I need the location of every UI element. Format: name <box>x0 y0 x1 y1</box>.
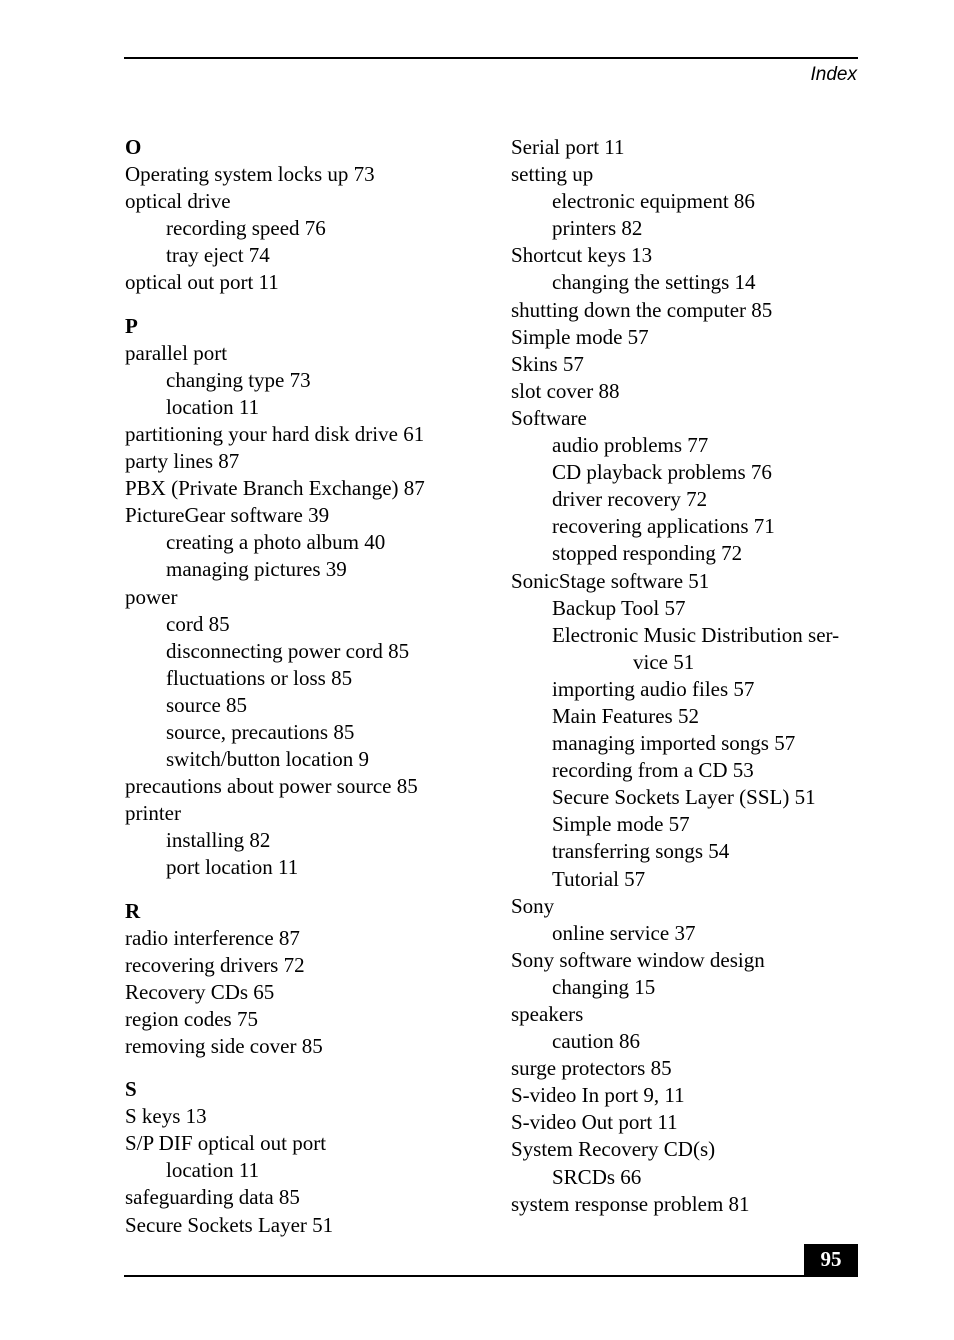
index-subentry: Secure Sockets Layer (SSL) 51 <box>552 785 816 810</box>
index-column-left <box>125 134 505 1239</box>
index-entry: surge protectors 85 <box>511 1056 672 1081</box>
index-entry: PictureGear software 39 <box>125 503 330 528</box>
index-subentry: driver recovery 72 <box>552 487 708 512</box>
index-subentry: cord 85 <box>166 611 230 636</box>
index-subentry: fluctuations or loss 85 <box>166 665 353 690</box>
index-entry: Sony software window design <box>511 947 765 972</box>
index-subentry: changing type 73 <box>166 367 311 392</box>
index-subentry: managing pictures 39 <box>166 557 347 582</box>
index-entry: slot cover 88 <box>511 378 620 403</box>
index-subentry: transferring songs 54 <box>552 839 730 864</box>
index-entry: radio interference 87 <box>125 925 300 950</box>
index-subentry: Tutorial 57 <box>552 866 646 891</box>
index-entry: Sony <box>511 893 555 918</box>
index-subentry: Simple mode 57 <box>552 812 690 837</box>
index-entry: printer <box>125 801 181 826</box>
index-entry: optical out port 11 <box>125 270 279 295</box>
index-subentry: changing the settings 14 <box>552 270 756 295</box>
index-letter-o: O <box>125 135 142 159</box>
index-subentry: stopped responding 72 <box>552 541 743 566</box>
footer-rule <box>124 1275 858 1277</box>
index-entry: Software <box>511 405 587 430</box>
index-subentry: Main Features 52 <box>552 703 699 728</box>
index-subentry: tray eject 74 <box>166 243 270 268</box>
index-subentry: recording from a CD 53 <box>552 758 754 783</box>
index-subentry: recording speed 76 <box>166 216 326 241</box>
index-entry: System Recovery CD(s) <box>511 1137 716 1162</box>
index-entry: S/P DIF optical out port <box>125 1131 327 1156</box>
index-entry: parallel port <box>125 340 228 365</box>
index-subentry: electronic equipment 86 <box>552 189 755 214</box>
index-entry: Serial port 11 <box>511 135 625 159</box>
index-subentry: changing 15 <box>552 974 656 999</box>
index-entry: shutting down the computer 85 <box>511 297 773 322</box>
index-subentry: source 85 <box>166 692 248 717</box>
index-entry: system response problem 81 <box>511 1191 750 1216</box>
index-letter-r: R <box>125 898 141 923</box>
index-entry: PBX (Private Branch Exchange) 87 <box>125 476 425 501</box>
index-entry: power <box>125 584 178 609</box>
index-subentry: importing audio files 57 <box>552 676 755 701</box>
index-subentry: Electronic Music Distribution ser- <box>552 622 840 647</box>
index-subentry: online service 37 <box>552 920 696 945</box>
index-subentry: location 11 <box>166 1158 260 1183</box>
index-entry: party lines 87 <box>125 449 240 474</box>
index-entry: setting up <box>511 162 594 187</box>
index-subentry: SRCDs 66 <box>552 1164 642 1189</box>
index-subentry: port location 11 <box>166 855 299 880</box>
index-subentry: CD playback problems 76 <box>552 460 772 485</box>
index-column-right <box>511 134 871 1218</box>
index-entry: removing side cover 85 <box>125 1034 323 1058</box>
index-entry: S keys 13 <box>125 1104 207 1129</box>
index-entry: SonicStage software 51 <box>511 568 710 593</box>
index-entry: S-video Out port 11 <box>511 1110 678 1135</box>
index-entry: Operating system locks up 73 <box>125 162 375 187</box>
index-subentry: caution 86 <box>552 1029 641 1054</box>
index-entry: precautions about power source 85 <box>125 774 418 799</box>
index-subentry: Backup Tool 57 <box>552 595 686 620</box>
index-subentry: printers 82 <box>552 216 643 241</box>
index-entry: recovering drivers 72 <box>125 952 305 977</box>
index-subentry: recovering applications 71 <box>552 514 775 539</box>
index-entry: speakers <box>511 1002 584 1026</box>
index-letter-s: S <box>125 1077 137 1102</box>
index-subentry: creating a photo album 40 <box>166 530 386 555</box>
index-entry: region codes 75 <box>125 1006 258 1031</box>
index-letter-p: P <box>125 313 138 338</box>
index-subentry: disconnecting power cord 85 <box>166 638 410 663</box>
index-entry: Shortcut keys 13 <box>511 243 653 268</box>
index-entry: Skins 57 <box>511 351 584 376</box>
index-subentry: location 11 <box>166 394 260 419</box>
index-subentry: managing imported songs 57 <box>552 731 796 756</box>
header-rule <box>124 57 858 59</box>
index-subentry: installing 82 <box>166 828 271 853</box>
index-entry: safeguarding data 85 <box>125 1185 300 1210</box>
index-subentry: source, precautions 85 <box>166 719 355 744</box>
page-number: 95 <box>804 1244 858 1276</box>
index-entry: Recovery CDs 65 <box>125 979 275 1004</box>
index-entry: partitioning your hard disk drive 61 <box>125 421 425 446</box>
index-subentry-continuation: vice 51 <box>633 649 695 674</box>
index-subentry: audio problems 77 <box>552 433 709 458</box>
index-entry: S-video In port 9, 11 <box>511 1083 685 1108</box>
index-entry: optical drive <box>125 189 231 214</box>
index-entry: Simple mode 57 <box>511 324 649 349</box>
index-subentry: switch/button location 9 <box>166 747 369 772</box>
index-entry: Secure Sockets Layer 51 <box>125 1212 334 1237</box>
section-title: Index <box>810 64 857 85</box>
